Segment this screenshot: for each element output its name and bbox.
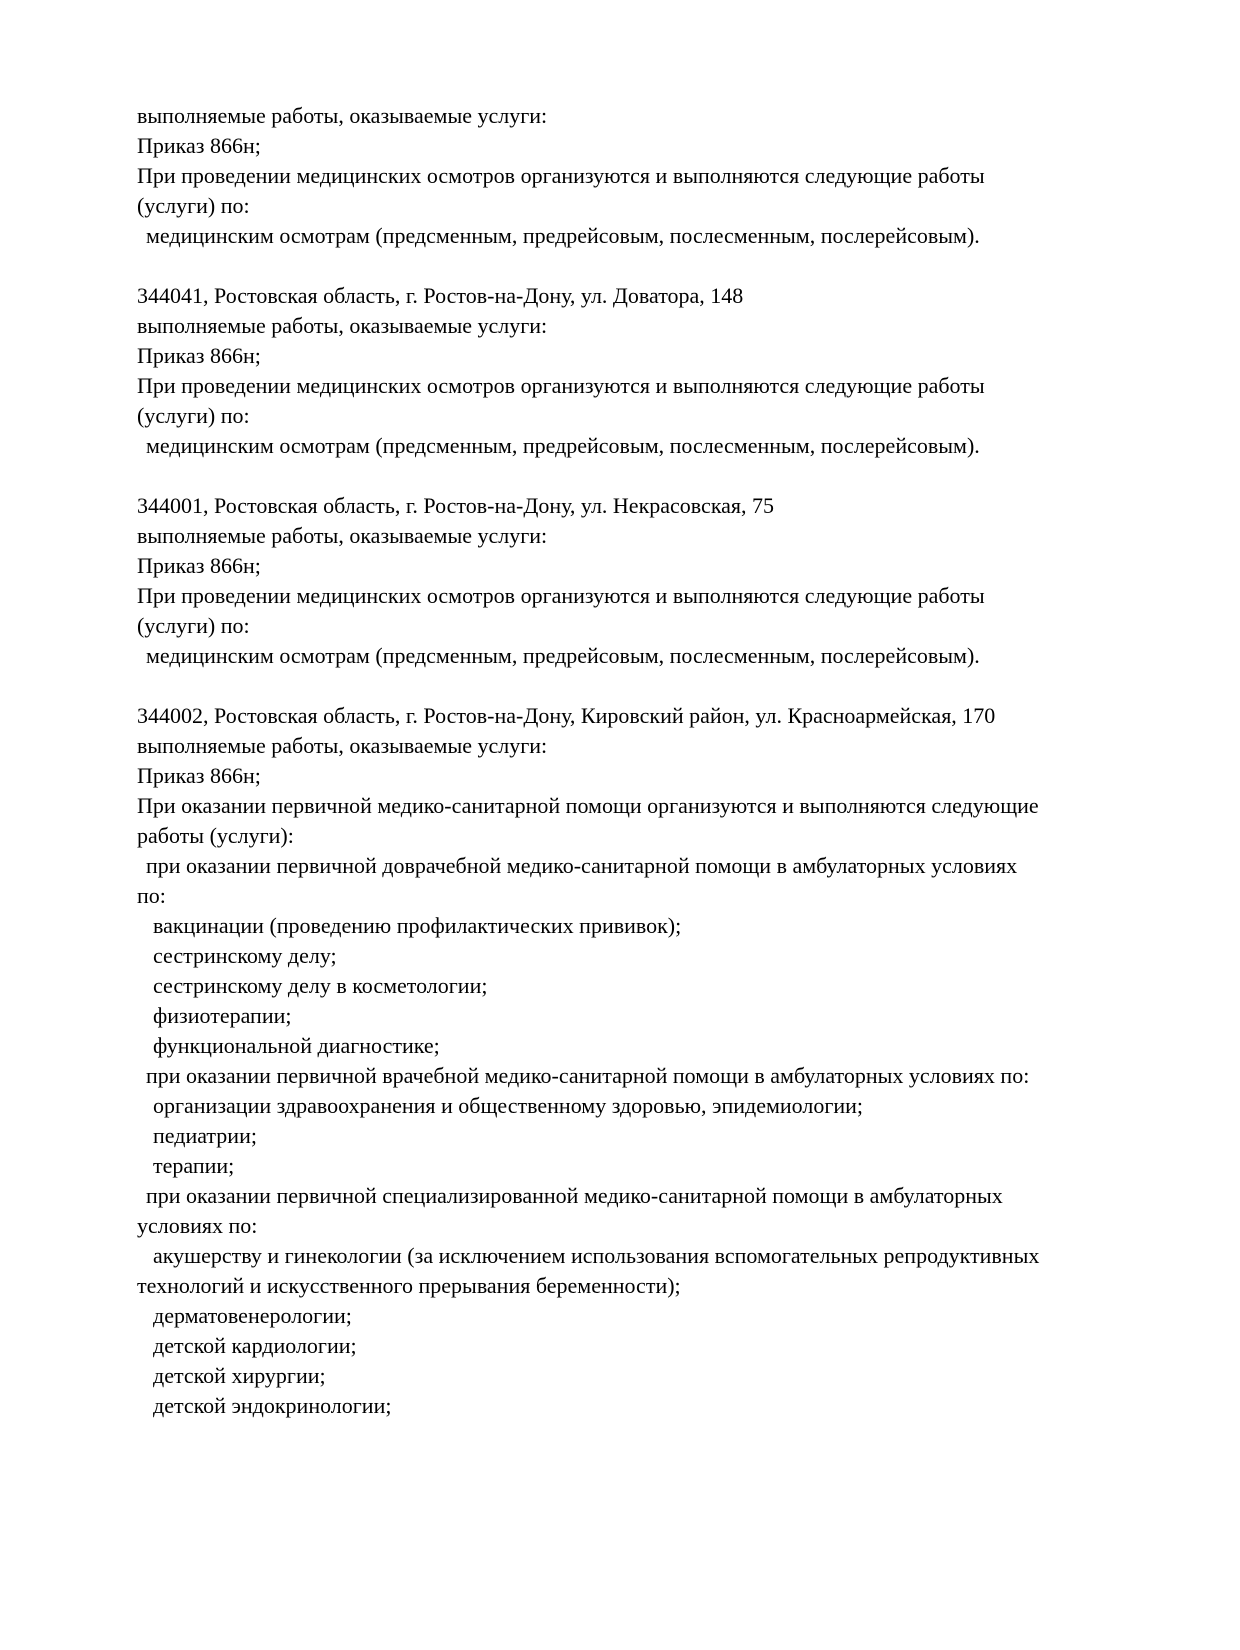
text-line: Приказ 866н; bbox=[137, 343, 261, 368]
text-line: при оказании первичной специализированной медико-санитарной помощи в амбулаторных bbox=[146, 1183, 1003, 1208]
text-line: Приказ 866н; bbox=[137, 133, 261, 158]
text-line: выполняемые работы, оказываемые услуги: bbox=[137, 313, 548, 338]
text-line: технологий и искусственного прерывания беременности); bbox=[137, 1273, 681, 1298]
address-line: 344002, Ростовская область, г. Ростов-на-Дону, Кировский район, ул. Красноармейская, 170 bbox=[137, 703, 996, 728]
text-line: выполняемые работы, оказываемые услуги: bbox=[137, 733, 548, 758]
text-line: (услуги) по: bbox=[137, 613, 250, 638]
text-line: Приказ 866н; bbox=[137, 553, 261, 578]
text-line: при оказании первичной доврачебной медико-санитарной помощи в амбулаторных условиях bbox=[146, 853, 1018, 878]
text-line: (услуги) по: bbox=[137, 403, 250, 428]
license-services-text bbox=[137, 101, 1197, 1421]
address-services-block bbox=[137, 701, 1197, 1421]
text-line: (услуги) по: bbox=[137, 193, 250, 218]
text-line: физиотерапии; bbox=[153, 1003, 292, 1028]
text-line: детской хирургии; bbox=[153, 1363, 326, 1388]
text-line: медицинским осмотрам (предсменным, предрейсовым, послесменным, послерейсовым). bbox=[146, 643, 980, 668]
text-line: При проведении медицинских осмотров организуются и выполняются следующие работы bbox=[137, 163, 985, 188]
text-line: При проведении медицинских осмотров организуются и выполняются следующие работы bbox=[137, 373, 985, 398]
text-line: терапии; bbox=[153, 1153, 235, 1178]
text-line: сестринскому делу; bbox=[153, 943, 337, 968]
text-line: условиях по: bbox=[137, 1213, 258, 1238]
text-line: при оказании первичной врачебной медико-санитарной помощи в амбулаторных условиях по: bbox=[146, 1063, 1030, 1088]
text-line: по: bbox=[137, 883, 166, 908]
address-services-block bbox=[137, 491, 1197, 671]
text-line: выполняемые работы, оказываемые услуги: bbox=[137, 523, 548, 548]
text-line: работы (услуги): bbox=[137, 823, 294, 848]
text-line: сестринскому делу в косметологии; bbox=[153, 973, 488, 998]
text-line: медицинским осмотрам (предсменным, предрейсовым, послесменным, послерейсовым). bbox=[146, 433, 980, 458]
text-line: При проведении медицинских осмотров организуются и выполняются следующие работы bbox=[137, 583, 985, 608]
text-line: функциональной диагностике; bbox=[153, 1033, 440, 1058]
text-line: медицинским осмотрам (предсменным, предрейсовым, послесменным, послерейсовым). bbox=[146, 223, 980, 248]
text-line: Приказ 866н; bbox=[137, 763, 261, 788]
text-line: дерматовенерологии; bbox=[153, 1303, 352, 1328]
text-line: При оказании первичной медико-санитарной помощи организуются и выполняются следующие bbox=[137, 793, 1039, 818]
text-line: педиатрии; bbox=[153, 1123, 257, 1148]
text-line: выполняемые работы, оказываемые услуги: bbox=[137, 103, 548, 128]
text-line: вакцинации (проведению профилактических прививок); bbox=[153, 913, 682, 938]
text-line: организации здравоохранения и общественному здоровью, эпидемиологии; bbox=[153, 1093, 864, 1118]
address-services-block bbox=[137, 281, 1197, 461]
address-line: 344041, Ростовская область, г. Ростов-на-Дону, ул. Доватора, 148 bbox=[137, 283, 744, 308]
text-line: детской эндокринологии; bbox=[153, 1393, 392, 1418]
address-line: 344001, Ростовская область, г. Ростов-на-Дону, ул. Некрасовская, 75 bbox=[137, 493, 775, 518]
text-line: детской кардиологии; bbox=[153, 1333, 357, 1358]
address-services-block bbox=[137, 101, 1197, 251]
text-line: акушерству и гинекологии (за исключением использования вспомогательных репродуктивных bbox=[153, 1243, 1040, 1268]
